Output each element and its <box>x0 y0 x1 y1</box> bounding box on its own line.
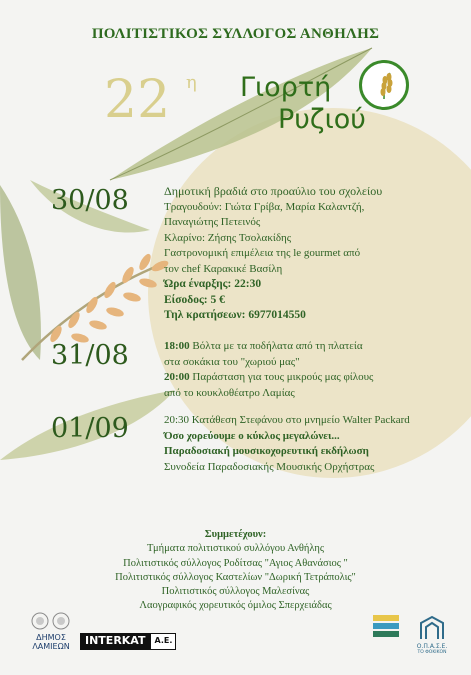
event-details-2 <box>164 339 373 401</box>
event-line: 20:30 Κατάθεση Στεφάνου στο μνημείο Walter Packard <box>164 414 410 426</box>
opase-logo <box>412 615 452 655</box>
event-line: Τραγουδούν: Γιώτα Γρίβα, Μαρία Καλαντζή, <box>164 200 365 213</box>
participants-section <box>0 528 471 614</box>
event-line: από το κουκλοθέατρο Λαμίας <box>164 386 295 399</box>
event-time: 18:00 <box>164 340 190 352</box>
intercat-brand: INTERKAT <box>80 633 150 650</box>
event-line: Κλαρίνο: Ζήσης Τσολακίδης <box>164 231 292 244</box>
event-line: Δημοτική βραδιά στο προαύλιο του σχολείου <box>164 184 383 198</box>
organization-header: ΠΟΛΙΤΙΣΤΙΚΟΣ ΣΥΛΛΟΓΟΣ ΑΝΘΗΛΗΣ <box>91 26 380 42</box>
dimos-emblem-icon <box>31 612 71 630</box>
event-date-2: 31/08 <box>51 340 129 371</box>
event-date-1: 30/08 <box>51 185 129 216</box>
dimos-name: ΔΗΜΟΣ ΛΑΜΙΕΩΝ <box>32 633 70 651</box>
participants-heading: Συμμετέχουν: <box>204 529 267 540</box>
opase-sub: ΤΟ ΦΟΚΙΚΟΝ <box>417 650 447 655</box>
event-line: Παναγιώτης Πετεινός <box>164 216 261 228</box>
festival-title-line1: Γιορτή <box>240 72 332 103</box>
event-text: Παράσταση για τους μικρούς μας φίλους <box>192 371 374 383</box>
rice-emblem-icon <box>359 60 409 110</box>
participant-item: Λαογραφικός χορευτικός όμιλος Σπερχειάδας <box>139 600 332 612</box>
event-line: τον chef Καρακικέ Βασίλη <box>164 262 283 275</box>
event-time: 20:00 <box>164 371 190 383</box>
start-time: Ώρα έναρξης: 22:30 <box>164 278 262 290</box>
event-line: στα σοκάκια του "χωριού μας" <box>164 355 300 368</box>
event-line <box>164 370 373 386</box>
dimos-lamieon-logo <box>27 612 75 651</box>
event-text: Βόλτα με τα ποδήλατα από τη πλατεία <box>192 340 363 352</box>
cultural-association-logo <box>368 613 404 644</box>
opase-name: Ο.Π.Α.Σ.Ε. <box>416 643 448 650</box>
event-line: Γαστρονομική επιμέλεια της le gourmet από <box>164 247 361 259</box>
edition-suffix: η <box>186 72 197 93</box>
opase-emblem-icon <box>418 615 446 641</box>
event-details-3 <box>164 413 410 475</box>
event-details-1 <box>164 184 382 324</box>
participant-item: Πολιτιστικός σύλλογος Καστελίων "Δωρική Τετράπολις" <box>115 571 356 583</box>
participant-item: Πολιτιστικός σύλλογος Ροδίτσας "Αγιος Αθανάσιος " <box>123 557 348 569</box>
edition-number: 22 <box>104 70 171 130</box>
event-line: Συνοδεία Παραδοσιακής Μουσικής Ορχήστρας <box>164 460 375 473</box>
intercat-suffix: A.E. <box>150 633 176 650</box>
festival-title-line2: Ρυζιού <box>278 104 366 135</box>
entry-fee: Είσοδος: 5 € <box>164 293 225 306</box>
event-date-3: 01/09 <box>51 413 129 444</box>
intercat-logo <box>80 633 176 650</box>
participant-item: Τμήματα πολιτιστικού συλλόγου Ανθήλης <box>147 543 324 555</box>
reservation-phone: Τηλ κρατήσεων: 6977014550 <box>164 309 306 321</box>
event-line: Όσο χορεύουμε ο κύκλος μεγαλώνει... <box>164 429 340 442</box>
participant-item: Πολιτιστικός σύλλογος Μαλεσίνας <box>161 586 310 598</box>
event-line: Παραδοσιακή μουσικοχορευτική εκδήλωση <box>164 445 369 457</box>
event-line <box>164 339 373 355</box>
